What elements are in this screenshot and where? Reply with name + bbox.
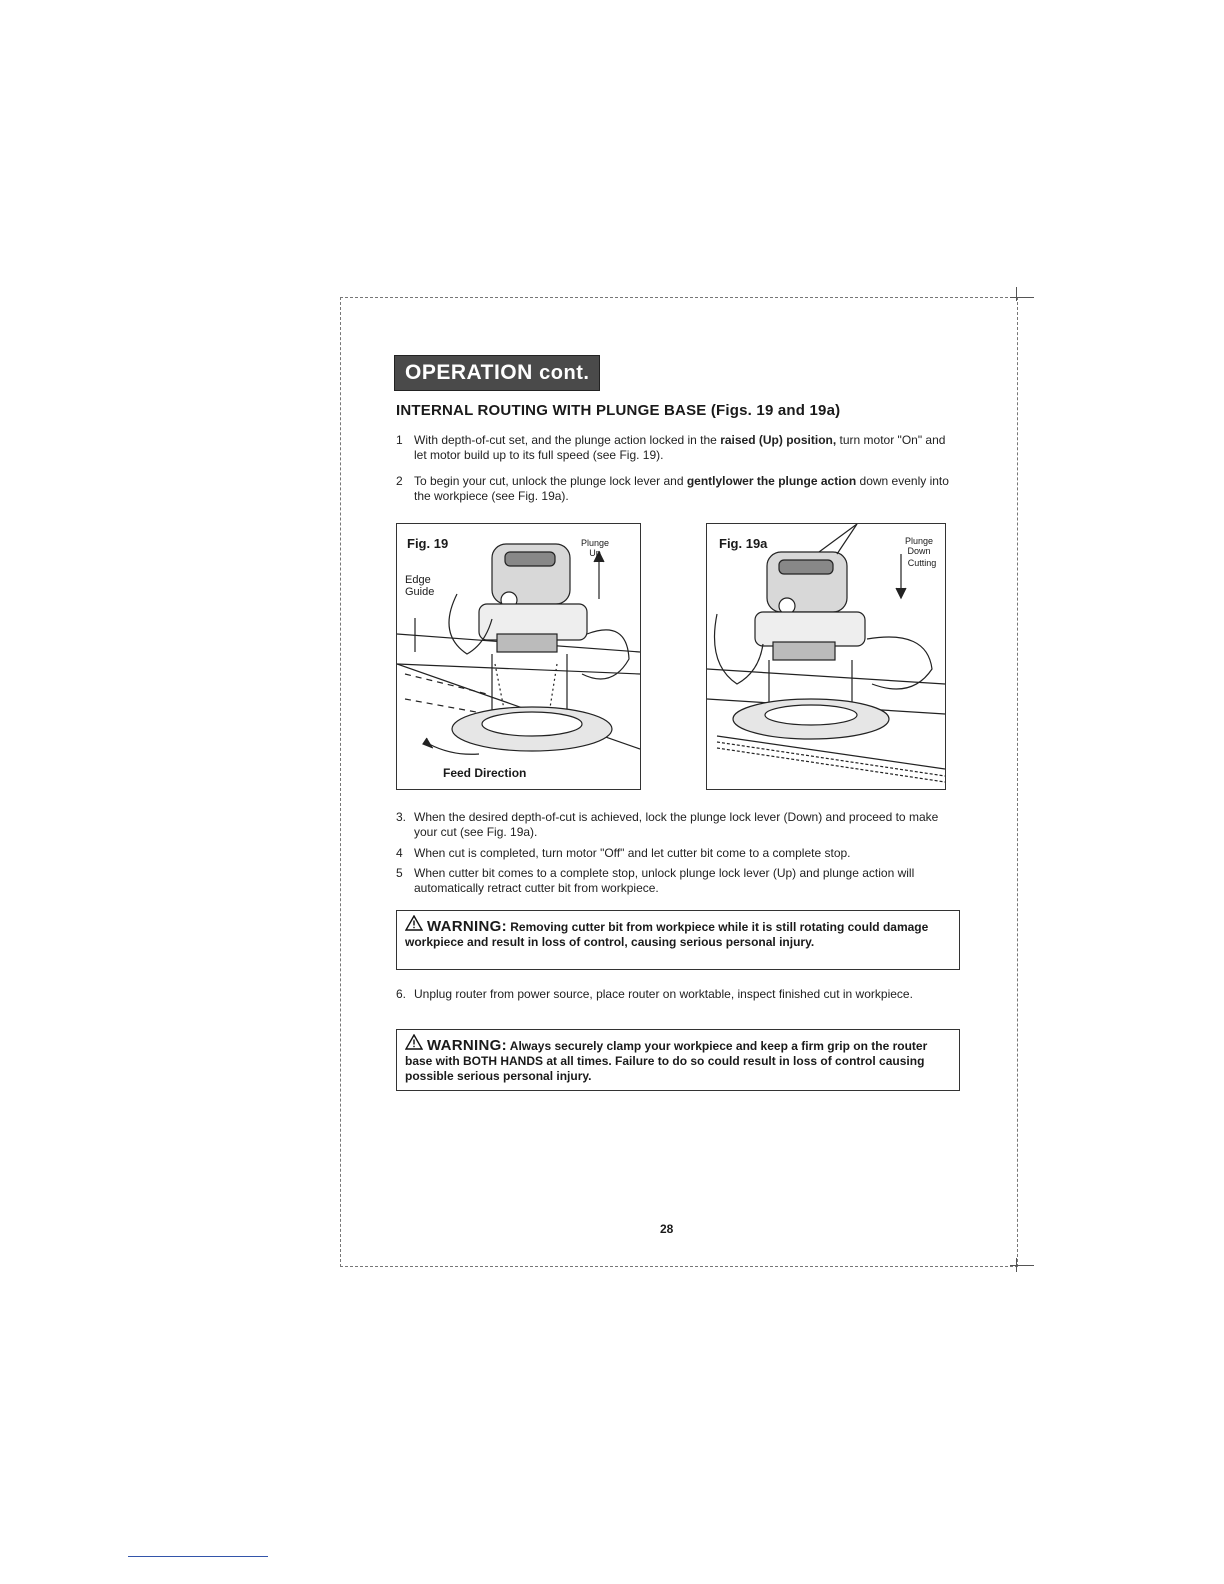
step-6 — [396, 987, 956, 1002]
step-3 — [396, 810, 956, 840]
cutting-label: Cutting — [907, 558, 937, 568]
step-text: When cut is completed, turn motor "Off" and let cutter bit come to a complete stop. — [414, 846, 851, 860]
warning-text: Always securely clamp your workpiece and keep a firm grip on the router base with BOTH HANDS at all times. Failure to do so could result in loss of control causing possible serious personal injury. — [405, 1039, 928, 1083]
step-text: When cutter bit comes to a complete stop, unlock plunge lock lever (Up) and plunge action will automatically retract cutter bit from workpiece. — [414, 866, 915, 895]
step-text-part: With depth-of-cut set, and the plunge action locked in the — [414, 433, 721, 447]
warning-triangle-icon — [405, 1034, 423, 1054]
section-suffix: cont. — [539, 362, 590, 384]
plunge-down-label: Plunge Down — [904, 536, 934, 556]
plunge-up-label: Plunge Up — [580, 538, 610, 558]
step-5 — [396, 866, 956, 896]
step-text-bold: raised (Up) position, — [720, 433, 837, 447]
page-heading: INTERNAL ROUTING WITH PLUNGE BASE (Figs. 19 and 19a) — [396, 402, 841, 419]
step-text: When the desired depth-of-cut is achieved, lock the plunge lock lever (Down) and proceed to make your cut (see Fig. 19a). — [414, 810, 939, 839]
warning-box-1 — [396, 910, 960, 970]
crop-mark-top-right-h — [1010, 297, 1034, 298]
step-text-part: turn motor "On" and let motor build up to its full speed (see Fig. 19). — [414, 433, 946, 462]
step-text-part: down evenly into the workpiece (see Fig. 19a). — [414, 474, 949, 503]
step-text: Unplug router from power source, place router on worktable, inspect finished cut in workpiece. — [414, 987, 913, 1001]
step-text — [414, 474, 956, 504]
figure-19 — [396, 523, 641, 790]
figure-19a — [706, 523, 946, 790]
step-4 — [396, 846, 956, 861]
warning-box-2 — [396, 1029, 960, 1091]
step-number: 6. — [396, 987, 407, 1001]
warning-text: Removing cutter bit from workpiece while it is still rotating could damage workpiece and result in loss of control, causing serious personal injury. — [405, 920, 929, 949]
feed-direction-label: Feed Direction — [443, 766, 527, 780]
footer-rule — [128, 1556, 268, 1557]
step-number: 5 — [396, 866, 403, 880]
figure-19-label: Fig. 19 — [407, 536, 449, 551]
step-number: 4 — [396, 846, 403, 860]
step-text-bold: gentlylower the plunge action — [686, 474, 857, 488]
step-text-part: To begin your cut, unlock the plunge lock lever and — [414, 474, 687, 488]
warning-title: WARNING: — [427, 1037, 507, 1054]
router-plunge-up-illustration — [397, 524, 640, 789]
warning-triangle-icon — [405, 915, 423, 935]
warning-title: WARNING: — [427, 918, 507, 935]
section-banner — [394, 355, 600, 391]
step-number: 1 — [396, 433, 403, 447]
step-2 — [396, 474, 956, 504]
crop-mark-top-right — [1016, 287, 1017, 301]
page-number: 28 — [660, 1222, 674, 1236]
crop-mark-bottom-right-h — [1010, 1265, 1034, 1266]
step-text — [414, 433, 956, 463]
step-number: 2 — [396, 474, 403, 488]
step-number: 3. — [396, 810, 407, 824]
edge-guide-label: Edge Guide — [405, 574, 435, 598]
section-title: OPERATION — [405, 361, 533, 384]
step-1 — [396, 433, 956, 463]
figure-19a-label: Fig. 19a — [719, 536, 768, 551]
